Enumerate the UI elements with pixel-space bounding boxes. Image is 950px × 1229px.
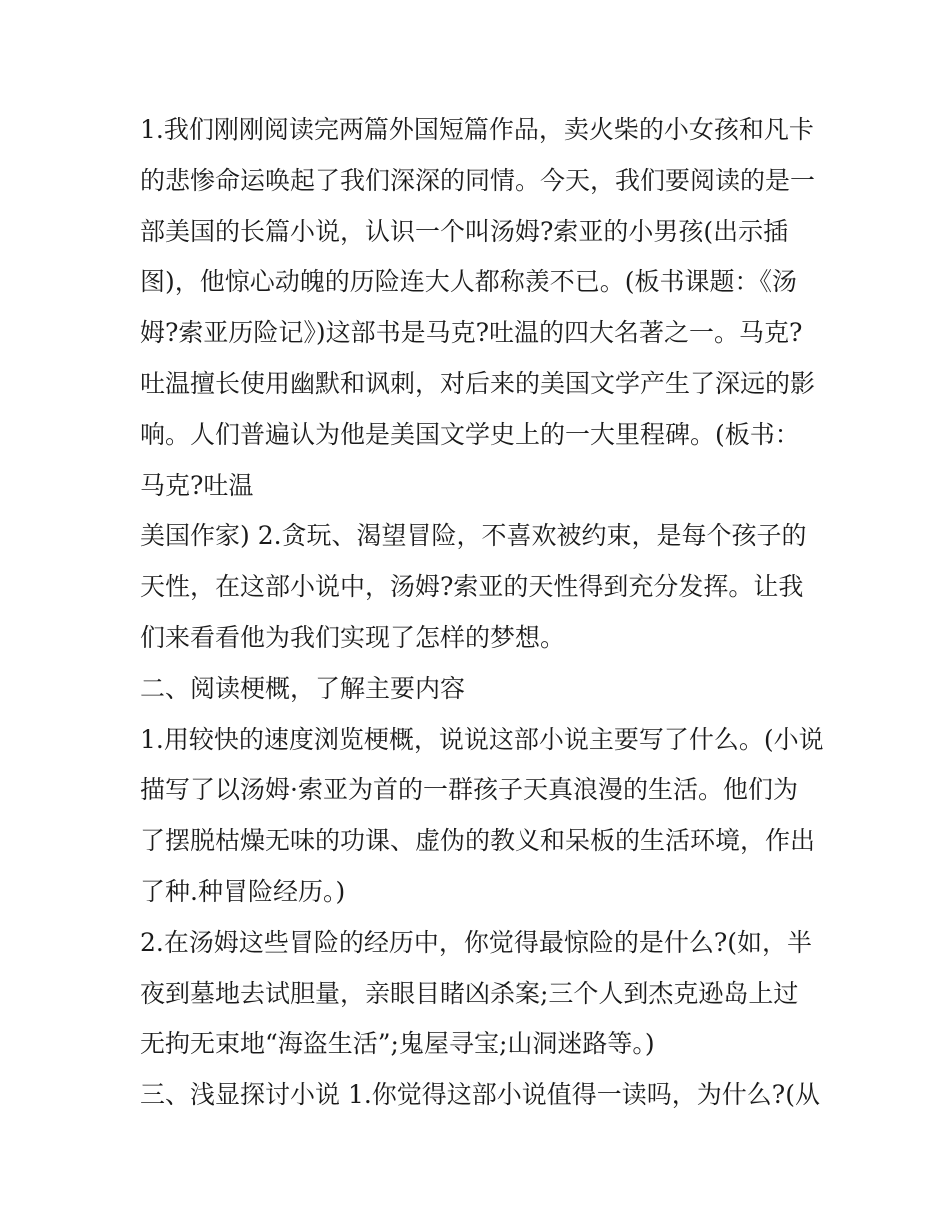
text-line: 美国作家) 2.贪玩、渴望冒险，不喜欢被约束，是每个孩子的 bbox=[140, 521, 807, 551]
text-line: 了摆脱枯燥无味的功课、虚伪的教义和呆板的生活环境，作出 bbox=[140, 826, 816, 856]
text-line: 马克?吐温 bbox=[140, 470, 254, 500]
text-line: 无拘无束地“海盗生活”;鬼屋寻宝;山洞迷路等。) bbox=[140, 1029, 655, 1059]
text-line: 天性，在这部小说中，汤姆?索亚的天性得到充分发挥。让我 bbox=[140, 572, 804, 602]
text-line: 的悲惨命运唤起了我们深深的同情。今天，我们要阅读的是一 bbox=[140, 165, 816, 195]
text-line: 部美国的长篇小说，认识一个叫汤姆?索亚的小男孩(出示插 bbox=[140, 216, 789, 246]
section-heading: 三、浅显探讨小说 1.你觉得这部小说值得一读吗，为什么?(从 bbox=[140, 1080, 820, 1110]
text-line: 了种.种冒险经历。) bbox=[140, 876, 346, 906]
text-line: 夜到墓地去试胆量，亲眼目睹凶杀案;三个人到杰克逊岛上过 bbox=[140, 978, 799, 1008]
text-line: 1.我们刚刚阅读完两篇外国短篇作品，卖火柴的小女孩和凡卡 bbox=[140, 115, 814, 144]
text-line: 姆?索亚历险记》)这部书是马克?吐温的四大名著之一。马克? bbox=[140, 318, 803, 348]
text-line: 图)，他惊心动魄的历险连大人都称羡不已。(板书课题：《汤 bbox=[140, 267, 798, 297]
text-line: 1.用较快的速度浏览梗概，说说这部小说主要写了什么。(小说 bbox=[140, 724, 824, 754]
text-line: 响。人们普遍认为他是美国文学史上的一大里程碑。(板书： bbox=[140, 419, 800, 449]
text-line: 描写了以汤姆·索亚为首的一群孩子天真浪漫的生活。他们为 bbox=[140, 775, 798, 805]
text-line: 2.在汤姆这些冒险的经历中，你觉得最惊险的是什么?(如，半 bbox=[140, 927, 813, 957]
text-line: 吐温擅长使用幽默和讽刺，对后来的美国文学产生了深远的影 bbox=[140, 368, 816, 398]
document-body bbox=[140, 105, 840, 1121]
section-heading: 二、阅读梗概，了解主要内容 bbox=[140, 673, 466, 703]
text-line: 们来看看他为我们实现了怎样的梦想。 bbox=[140, 622, 566, 652]
